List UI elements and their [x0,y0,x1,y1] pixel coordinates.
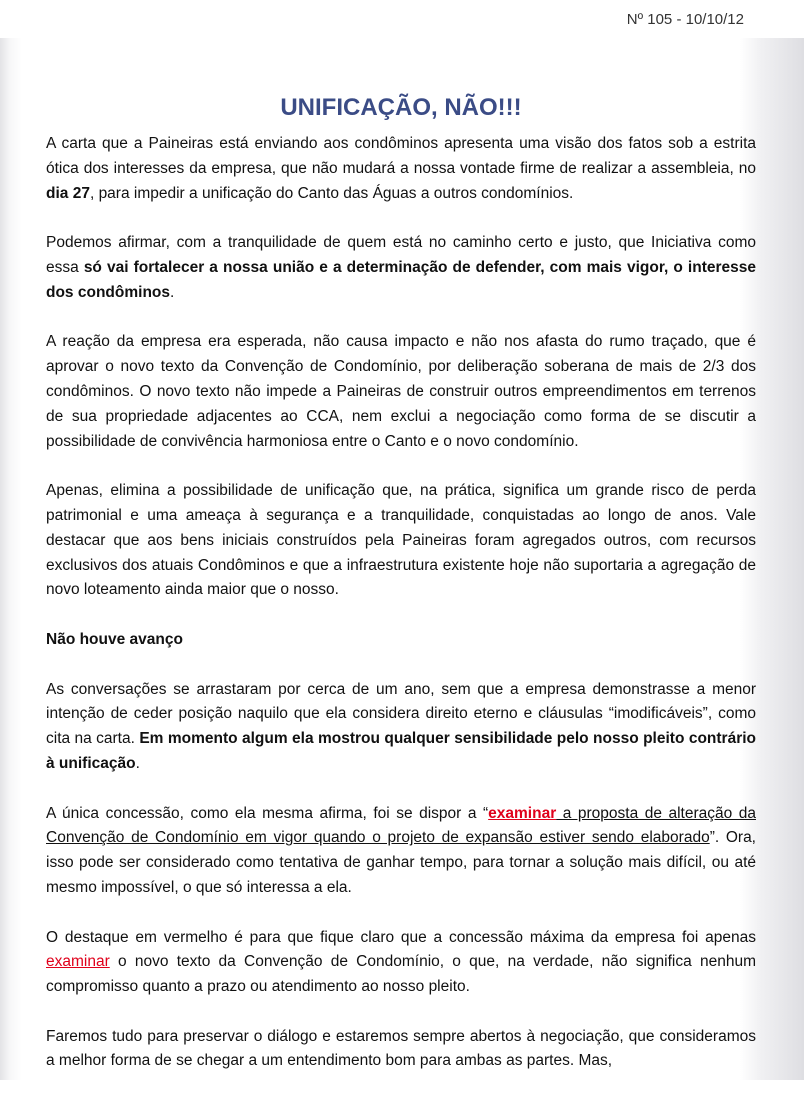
paragraph-text: O destaque em vermelho é para que fique claro que a concessão máxima da empresa foi apenas [46,928,756,946]
highlight-examinar: examinar [46,953,110,971]
paragraph-text: . [170,283,175,301]
bold-text: Em momento algum ela mostrou qualquer sensibilidade pelo nosso pleito contrário à unificação [46,730,756,772]
article-title: UNIFICAÇÃO, NÃO!!! [280,94,522,121]
paragraph-6 [46,802,756,901]
bold-text: dia 27 [46,184,90,202]
paragraph-8: Faremos tudo para preservar o diálogo e estaremos sempre abertos à negociação, que consideramos a melhor forma de se chegar a um entendimento bom para ambas as partes. Mas, [46,1027,756,1070]
section-subheading: Não houve avanço [46,630,183,648]
paragraph-2 [46,231,756,305]
bold-text: só vai fortalecer a nossa união e a determinação de defender, com mais vigor, o interesse dos condôminos [46,258,756,301]
issue-number: Nº 105 - 10/10/12 [626,11,744,28]
paragraph-1 [46,132,756,206]
paragraph-text: A única concessão, como ela mesma afirma, foi se dispor a “ [46,804,489,822]
paragraph-5 [46,678,756,777]
paragraph-text: o novo texto da Convenção de Condomínio, o que, na verdade, não significa nenhum compromisso quanto a prazo ou atendimento ao nosso pleito. [46,953,756,996]
paragraph-text: ”. Ora, isso pode ser considerado como tentativa de ganhar tempo, para tornar a solução mais difícil, ou até mesmo impossível, o que só interessa a ela. [46,829,756,896]
highlight-examinar: examinar [488,804,557,822]
paragraph-text: As conversações se arrastaram por cerca de um ano, sem que a empresa demonstrasse a menor intenção de ceder posição naquilo que ela considera direito eterno e cláusulas “imodificáveis”, como cita na carta. [46,680,756,748]
paragraph-text: , para impedir a unificação do Canto das Águas a outros condomínios. [89,184,574,202]
header-strip [0,0,804,38]
paragraph-text: . [135,754,140,772]
paragraph-7 [46,926,756,1000]
paragraph-3: A reação da empresa era esperada, não causa impacto e não nos afasta do rumo traçado, que é aprovar o novo texto da Convenção de Condomínio, por deliberação soberana de mais de 2/3 dos condôminos. O novo texto não impede a Paineiras de construir outros empreendimentos em terrenos de sua propriedade adjacentes ao CCA, nem exclui a negociação como forma de se discutir a possibilidade de convivência harmoniosa entre o Canto e o novo condomínio. [46,333,756,450]
article-body [46,88,756,1099]
paragraph-text: Podemos afirmar, com a tranquilidade de quem está no caminho certo e justo, que Iniciativa como essa [46,234,756,276]
paragraph-text: A carta que a Paineiras está enviando aos condôminos apresenta uma visão dos fatos sob a estrita ótica dos interesses da empresa, que não mudará a nossa vontade firme de realizar a assembleia, no [46,135,756,177]
underlined-quote: a proposta de alteração da Convenção de Condomínio em vigor quando o projeto de expansão estiver sendo elaborado [46,804,757,847]
paragraph-4: Apenas, elimina a possibilidade de unificação que, na prática, significa um grande risco de perda patrimonial e uma ameaça à segurança e a tranquilidade, conquistadas ao longo de anos. Vale destacar que aos bens iniciais construídos pela Paineiras foram agregados outros, com recursos exclusivos dos atuais Condôminos e que a infraestrutura existente hoje não suportaria a agregação de novo loteamento ainda maior que o nosso. [46,482,756,599]
